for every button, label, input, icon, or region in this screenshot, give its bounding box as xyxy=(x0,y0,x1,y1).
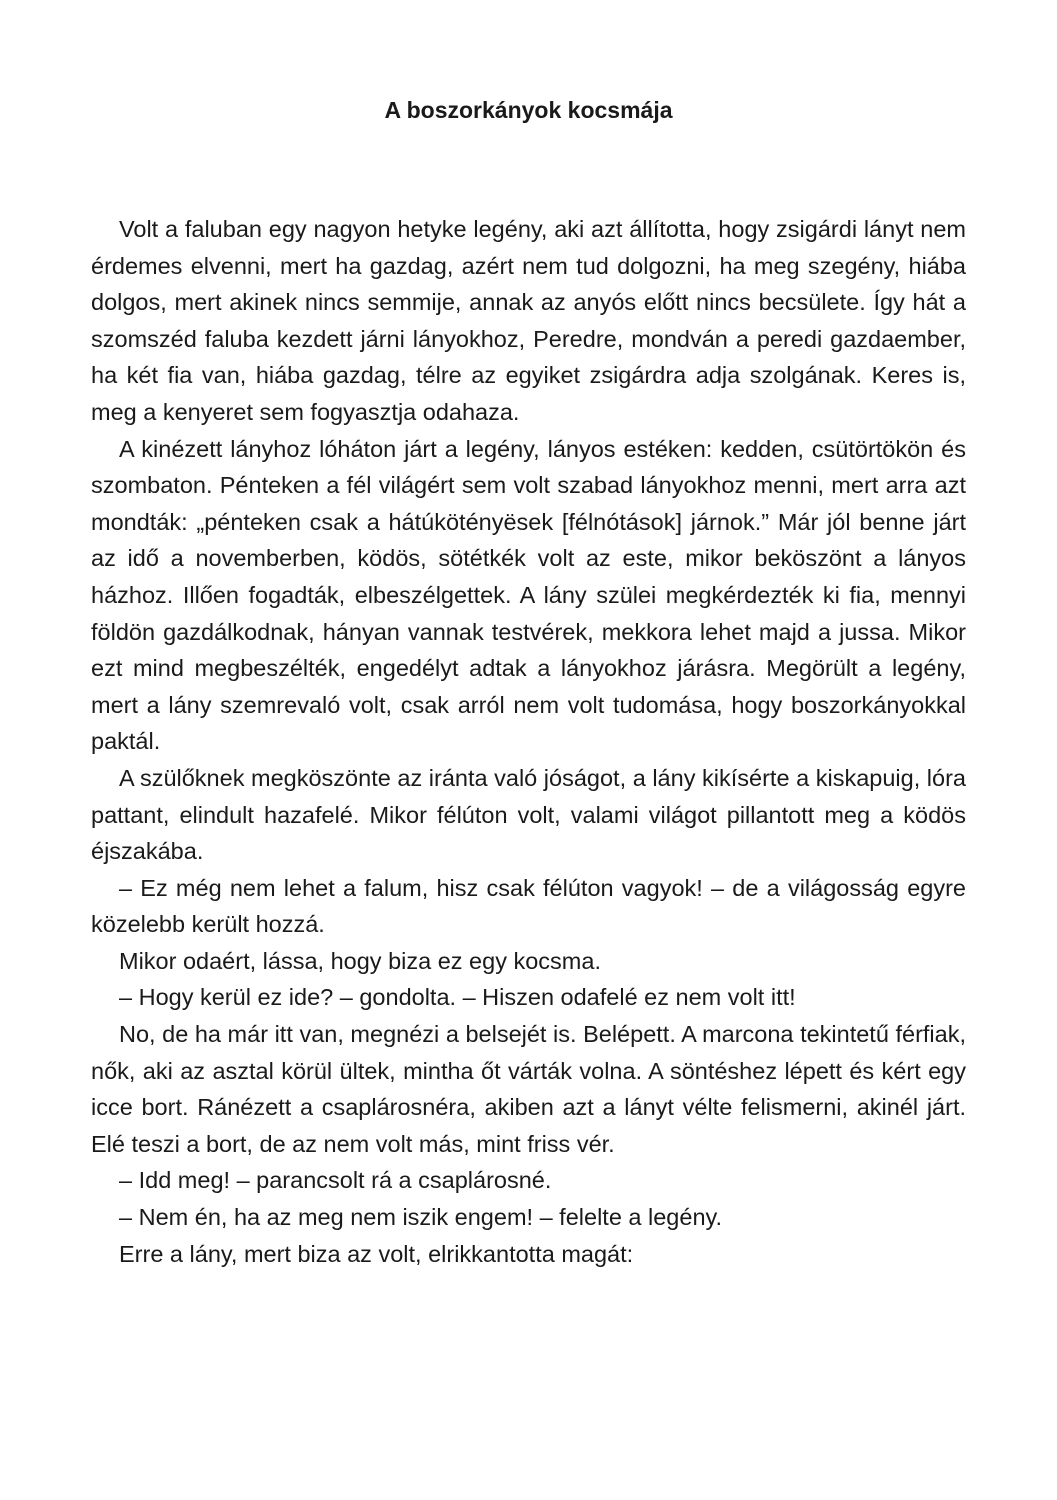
document-title: A boszorkányok kocsmája xyxy=(384,97,673,123)
dialogue-line-3: – Idd meg! – parancsolt rá a csaplárosné. xyxy=(119,1167,552,1194)
document-page xyxy=(91,92,966,1272)
dialogue-line-1: – Ez még nem lehet a falum, hisz csak félúton vagyok! – de a világosság egyre közelebb került hozzá. xyxy=(91,874,966,938)
paragraph-2: A kinézett lányhoz lóháton járt a legény, lányos estéken: kedden, csütörtökön és szombaton. Pénteken a fél világért sem volt szabad lányokhoz menni, mert arra azt mondták: „pénteken csak a hátúkötényësek [félnótások] járnok.” Már jól benne járt az idő a novemberben, ködös, sötétkék volt az este, mikor beköszönt a lányos házhoz. Illően fogadták, elbeszélgettek. A lány szülei megkérdezték ki fia, mennyi földön gazdálkodnak, hányan vannak testvérek, mekkora lehet majd a jussa. Mikor ezt mind megbeszélték, engedélyt adtak a lányokhoz járásra. Megörült a legény, mert a lány szemrevaló volt, csak arról nem volt tudomása, hogy boszorkányokkal paktál. xyxy=(91,435,966,755)
paragraph-4: Mikor odaért, lássa, hogy biza ez egy kocsma. xyxy=(119,947,601,974)
paragraph-6: Erre a lány, mert biza az volt, elrikkantotta magát: xyxy=(119,1240,634,1267)
dialogue-line-4: – Nem én, ha az meg nem iszik engem! – felelte a legény. xyxy=(119,1204,723,1231)
paragraph-3: A szülőknek megköszönte az iránta való jóságot, a lány kikísérte a kiskapuig, lóra pattant, elindult hazafelé. Mikor félúton volt, valami világot pillantott meg a ködös éjszakába. xyxy=(91,764,966,865)
dialogue-line-2: – Hogy kerül ez ide? – gondolta. – Hiszen odafelé ez nem volt itt! xyxy=(119,984,796,1011)
paragraph-5: No, de ha már itt van, megnézi a belsejét is. Belépett. A marcona tekintetű férfiak, nők, aki az asztal körül ültek, mintha őt várták volna. A söntéshez lépett és kért egy icce bort. Ránézett a csaplárosnéra, akiben azt a lányt vélte felismerni, akinél járt. Elé teszi a bort, de az nem volt más, mint friss vér. xyxy=(91,1021,966,1157)
paragraph-1: Volt a faluban egy nagyon hetyke legény, aki azt állította, hogy zsigárdi lányt nem érdemes elvenni, mert ha gazdag, azért nem tud dolgozni, ha meg szegény, hiába dolgos, mert akinek nincs semmije, annak az anyós előtt nincs becsülete. Így hát a szomszéd faluba kezdett járni lányokhoz, Peredre, mondván a peredi gazdaember, ha két fia van, hiába gazdag, télre az egyiket zsigárdra adja szolgának. Keres is, meg a kenyeret sem fogyasztja odahaza. xyxy=(91,216,966,425)
